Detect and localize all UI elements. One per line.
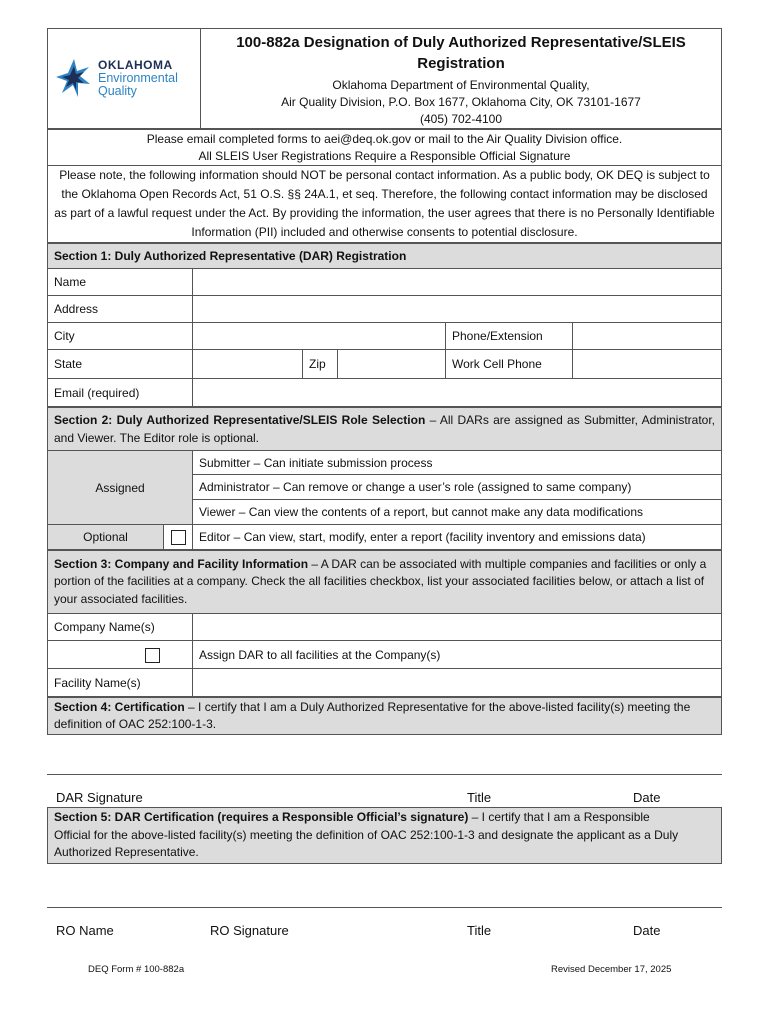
state-label: State — [48, 350, 193, 379]
dar-signature-label: DAR Signature — [56, 790, 143, 805]
section4-description: – I certify that I am a Duly Authorized Representative for the above-listed facility(s) meeting the definition of OAC 252:100-1-3. — [54, 700, 691, 731]
assigned-label: Assigned — [48, 451, 193, 525]
section2-header — [48, 408, 722, 451]
header-table — [47, 28, 722, 129]
section5-title: Section 5: DAR Certification (requires a Responsible Official’s signature) — [54, 810, 469, 825]
form-page — [47, 28, 722, 963]
cell-phone-field[interactable] — [573, 350, 722, 379]
address-label: Address — [48, 296, 193, 323]
ro-title-label: Title — [467, 923, 492, 938]
form-title: 100-882a Designation of Duly Authorized Representative/SLEIS Registration — [236, 34, 686, 72]
section1-title: Section 1: Duly Authorized Representative (DAR) Registration — [48, 244, 722, 269]
instructions-line2: All SLEIS User Registrations Require a Responsible Official Signature — [198, 148, 571, 163]
dar-date-label: Date — [633, 790, 661, 805]
footer-form-number: DEQ Form # 100-882a — [88, 964, 185, 975]
logo-line3: Quality — [98, 84, 137, 98]
instructions-cell — [48, 130, 722, 166]
ro-name-label: RO Name — [56, 923, 114, 938]
pii-notice: Please note, the following information should NOT be personal contact information. As a public body, OK DEQ is subject to the Oklahoma Open Records Act, 51 O.S. §§ 24A.1, et seq. Therefore, the following contact information may be disclosed as part of a lawful request under the Act. By providing the information, the user agrees that there is no Personally Identifiable Information (PII) included and otherwise consents to potential disclosure. — [48, 166, 722, 243]
zip-label: Zip — [303, 350, 338, 379]
deq-logo — [48, 32, 200, 126]
section2-title: Section 2: Duly Authorized Representative/SLEIS Role Selection — [54, 413, 426, 427]
header-info-cell — [201, 29, 722, 129]
name-field[interactable] — [193, 269, 722, 296]
company-name-label: Company Name(s) — [48, 614, 193, 641]
email-label: Email (required) — [48, 379, 193, 407]
email-field[interactable] — [193, 379, 722, 407]
editor-checkbox[interactable] — [171, 530, 186, 545]
dar-signature-block — [47, 774, 722, 830]
section4-table — [47, 697, 722, 735]
agency-phone: (405) 702-4100 — [419, 112, 503, 126]
agency-address: Air Quality Division, P.O. Box 1677, Oklahoma City, OK 73101-1677 — [281, 95, 641, 109]
section2-table — [47, 407, 722, 550]
role-viewer: Viewer – Can view the contents of a report, but cannot make any data modifications — [193, 500, 722, 525]
ro-date-label: Date — [633, 923, 661, 938]
section3-title: Section 3: Company and Facility Information — [54, 556, 309, 571]
dar-signature-line[interactable] — [47, 774, 722, 775]
city-field[interactable] — [193, 323, 446, 350]
footer-revised-date: Revised December 17, 2025 — [551, 964, 672, 975]
role-administrator: Administrator – Can remove or change a user’s role (assigned to same company) — [193, 475, 722, 500]
assign-all-label: Assign DAR to all facilities at the Company(s) — [193, 641, 722, 669]
facility-name-label: Facility Name(s) — [48, 669, 193, 697]
section4-title: Section 4: Certification — [54, 700, 185, 714]
phone-field[interactable] — [573, 323, 722, 350]
section3-description: – A DAR can be associated with multiple companies and facilities or only a portion of the facilities at a company. Check the all facilities checkbox, list your associated facilities below, or attach a list of your associated facilities. — [54, 556, 707, 606]
oklahoma-star-icon — [54, 57, 94, 101]
zip-field[interactable] — [338, 350, 446, 379]
address-field[interactable] — [193, 296, 722, 323]
section4-header — [48, 698, 722, 735]
agency-name: Oklahoma Department of Environmental Quality, — [332, 78, 590, 92]
cell-phone-label: Work Cell Phone — [446, 350, 573, 379]
dar-title-label: Title — [467, 790, 492, 805]
company-name-field[interactable] — [193, 614, 722, 641]
logo-cell — [48, 29, 201, 129]
notice-table — [47, 129, 722, 243]
state-field[interactable] — [193, 350, 303, 379]
name-label: Name — [48, 269, 193, 296]
ro-signature-label: RO Signature — [210, 923, 289, 938]
facility-name-field[interactable] — [193, 669, 722, 697]
section3-table — [47, 550, 722, 697]
section3-header — [48, 551, 722, 614]
role-editor: Editor – Can view, start, modify, enter a report (facility inventory and emissions data) — [193, 525, 722, 550]
editor-checkbox-cell — [164, 525, 193, 550]
assign-all-checkbox[interactable] — [145, 648, 160, 663]
section1-table — [47, 243, 722, 407]
section5-description: – I certify that I am a Responsible Official for the above-listed facility(s) meeting the definition of OAC 252:100-1-3 and designate the applicant as a Duly Authorized Representative. — [54, 810, 679, 860]
phone-label: Phone/Extension — [446, 323, 573, 350]
logo-line2: Environmental — [98, 71, 178, 85]
section2-description: – All DARs are assigned as Submitter, Administrator, and Viewer. The Editor role is optional. — [54, 413, 715, 445]
city-label: City — [48, 323, 193, 350]
role-submitter: Submitter – Can initiate submission process — [193, 451, 722, 475]
ro-signature-line[interactable] — [47, 907, 722, 908]
assign-all-checkbox-cell — [48, 641, 193, 669]
ro-signature-block — [47, 907, 722, 963]
instructions-line1: Please email completed forms to aei@deq.ok.gov or mail to the Air Quality Division office. — [146, 131, 623, 146]
optional-label: Optional — [48, 525, 164, 550]
logo-line1: OKLAHOMA — [98, 58, 173, 72]
